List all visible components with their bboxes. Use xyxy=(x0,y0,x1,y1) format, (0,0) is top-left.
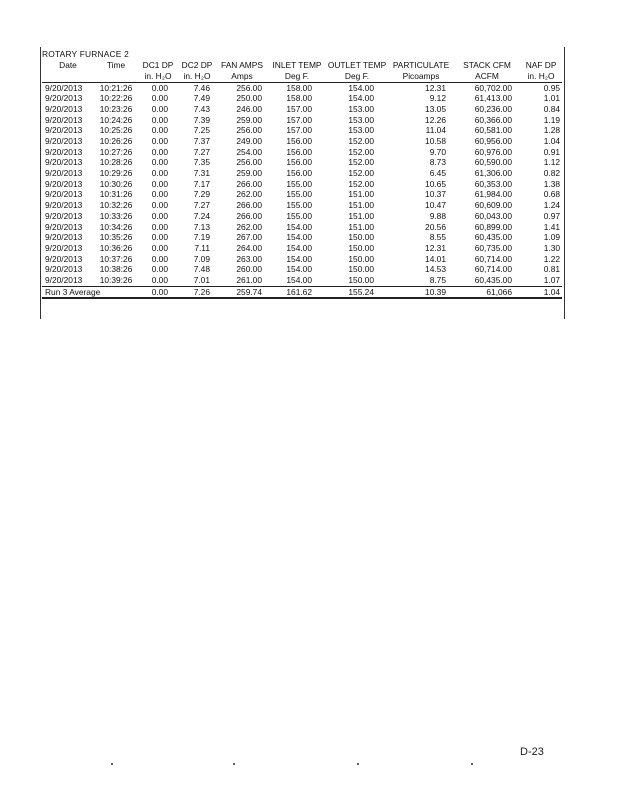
cell-dc1: 0.00 xyxy=(151,157,168,168)
cell-part: 11.04 xyxy=(425,125,446,136)
cell-date: 9/20/2013 xyxy=(45,242,83,253)
cell-time: 10:28:26 xyxy=(99,157,133,168)
cell-dc1: 0.00 xyxy=(151,264,168,275)
table-row xyxy=(42,200,562,211)
cell-time: 10:36:26 xyxy=(99,242,133,253)
table-row xyxy=(42,168,562,179)
table-row xyxy=(42,221,562,232)
cell-part: 9.70 xyxy=(429,146,446,157)
cell-naf: 1.30 xyxy=(543,242,561,253)
cell-outlet: 151.00 xyxy=(348,189,374,200)
cell-fan: 262.00 xyxy=(236,189,262,200)
cell-inlet: 156.00 xyxy=(286,168,312,179)
cell-dc2: 7.35 xyxy=(193,157,210,168)
cell-stack: 60,236.00 xyxy=(474,103,512,114)
cell-dc1: 0.00 xyxy=(151,200,168,211)
cell-fan: 263.00 xyxy=(236,253,262,264)
cell-part: 10.47 xyxy=(425,200,446,211)
cell-inlet: 158.00 xyxy=(286,93,312,104)
cell-time: 10:30:26 xyxy=(99,178,133,189)
cell-time: 10:26:26 xyxy=(99,136,133,147)
cell-fan: 267.00 xyxy=(236,232,262,243)
cell-inlet: 155.00 xyxy=(286,210,312,221)
cell-outlet: 153.00 xyxy=(348,103,374,114)
cell-outlet: 151.00 xyxy=(348,210,374,221)
cell-inlet: 157.00 xyxy=(286,125,312,136)
cell-stack: 60,976.00 xyxy=(474,146,512,157)
cell-stack: 61,413.00 xyxy=(474,93,512,104)
cell-part: 12.31 xyxy=(425,242,446,253)
cell-time: 10:27:26 xyxy=(99,146,133,157)
cell-stack: 60,581.00 xyxy=(474,125,512,136)
table-row xyxy=(42,157,562,168)
cell-date: 9/20/2013 xyxy=(45,93,83,104)
cell-stack: 61,984.00 xyxy=(474,189,512,200)
cell-stack: 60,435.00 xyxy=(474,274,512,285)
cell-time: 10:25:26 xyxy=(99,125,133,136)
rotary-furnace-data-table xyxy=(42,49,562,299)
cell-inlet: 155.00 xyxy=(286,178,312,189)
cell-stack: 60,366.00 xyxy=(474,114,512,125)
column-header-outlet: OUTLET TEMP xyxy=(327,59,387,70)
cell-naf: 1.09 xyxy=(543,232,561,243)
cell-naf: 1.28 xyxy=(543,125,561,136)
table-row xyxy=(42,82,562,93)
cell-date: 9/20/2013 xyxy=(45,168,83,179)
cell-dc2: 7.29 xyxy=(193,189,210,200)
cell-part: 14.01 xyxy=(425,253,446,264)
cell-dc2: 7.37 xyxy=(193,136,210,147)
cell-part: 10.37 xyxy=(425,189,446,200)
table-row xyxy=(42,275,562,286)
cell-dc1: 0.00 xyxy=(151,146,168,157)
cell-naf: 0.68 xyxy=(543,189,561,200)
cell-stack: 61,306.00 xyxy=(474,168,512,179)
cell-outlet: 152.00 xyxy=(348,146,374,157)
cell-dc1: 0.00 xyxy=(151,93,168,104)
cell-time: 10:32:26 xyxy=(99,200,133,211)
cell-inlet: 155.00 xyxy=(286,200,312,211)
cell-inlet: 154.00 xyxy=(286,242,312,253)
cell-date: 9/20/2013 xyxy=(45,253,83,264)
table-row xyxy=(42,189,562,200)
cell-inlet: 156.00 xyxy=(286,146,312,157)
cell-naf: 1.41 xyxy=(543,221,561,232)
average-part: 10.39 xyxy=(388,286,454,298)
cell-stack: 60,956.00 xyxy=(474,136,512,147)
cell-dc1: 0.00 xyxy=(151,114,168,125)
cell-date: 9/20/2013 xyxy=(45,103,83,114)
section-title: ROTARY FURNACE 2 xyxy=(42,49,129,59)
cell-dc1: 0.00 xyxy=(151,125,168,136)
column-header-date: Date xyxy=(59,59,77,70)
cell-outlet: 153.00 xyxy=(348,114,374,125)
cell-stack: 60,735.00 xyxy=(474,242,512,253)
cell-dc2: 7.27 xyxy=(193,146,210,157)
cell-part: 6.45 xyxy=(429,168,446,179)
cell-dc1: 0.00 xyxy=(151,178,168,189)
table-row xyxy=(42,104,562,115)
cell-fan: 266.00 xyxy=(236,200,262,211)
column-header-naf: NAF DP xyxy=(525,59,557,70)
cell-stack: 60,043.00 xyxy=(474,210,512,221)
cell-fan: 256.00 xyxy=(236,125,262,136)
scan-speck xyxy=(233,763,235,765)
cell-part: 8.73 xyxy=(429,157,446,168)
cell-fan: 264.00 xyxy=(236,242,262,253)
cell-naf: 0.82 xyxy=(543,168,561,179)
cell-dc2: 7.24 xyxy=(193,210,210,221)
cell-part: 10.65 xyxy=(425,178,446,189)
cell-part: 14.53 xyxy=(425,264,446,275)
cell-inlet: 154.00 xyxy=(286,264,312,275)
cell-naf: 1.07 xyxy=(543,274,561,285)
table-row xyxy=(42,115,562,126)
cell-naf: 0.81 xyxy=(543,264,561,275)
cell-time: 10:22:26 xyxy=(99,93,133,104)
cell-naf: 1.38 xyxy=(543,178,561,189)
table-row xyxy=(42,147,562,158)
cell-dc2: 7.48 xyxy=(193,264,210,275)
column-unit-time xyxy=(94,71,138,83)
cell-dc2: 7.25 xyxy=(193,125,210,136)
cell-time: 10:37:26 xyxy=(99,253,133,264)
cell-naf: 1.24 xyxy=(543,200,561,211)
cell-naf: 0.91 xyxy=(543,146,561,157)
cell-dc1: 0.00 xyxy=(151,221,168,232)
cell-date: 9/20/2013 xyxy=(45,146,83,157)
cell-fan: 246.00 xyxy=(236,103,262,114)
cell-outlet: 150.00 xyxy=(348,264,374,275)
cell-naf: 1.12 xyxy=(543,157,561,168)
cell-part: 10.58 xyxy=(425,136,446,147)
scan-speck xyxy=(357,763,359,765)
cell-outlet: 154.00 xyxy=(348,93,374,104)
cell-outlet: 152.00 xyxy=(348,136,374,147)
table-row xyxy=(42,179,562,190)
average-dc1: 0.00 xyxy=(138,286,178,298)
column-header-stack: STACK CFM xyxy=(463,59,511,70)
cell-outlet: 150.00 xyxy=(348,253,374,264)
cell-naf: 1.19 xyxy=(543,114,561,125)
column-header-row xyxy=(42,60,562,71)
cell-stack: 60,590.00 xyxy=(474,157,512,168)
cell-date: 9/20/2013 xyxy=(45,82,83,93)
cell-dc2: 7.01 xyxy=(193,274,210,285)
scan-speck xyxy=(111,763,113,765)
cell-outlet: 151.00 xyxy=(348,200,374,211)
table-row xyxy=(42,93,562,104)
cell-dc1: 0.00 xyxy=(151,274,168,285)
table-row xyxy=(42,243,562,254)
cell-naf: 0.95 xyxy=(543,82,561,93)
cell-fan: 262.00 xyxy=(236,221,262,232)
cell-outlet: 151.00 xyxy=(348,221,374,232)
table-row xyxy=(42,264,562,275)
scan-speck xyxy=(471,763,473,765)
column-header-dc2: DC2 DP xyxy=(181,59,213,70)
cell-inlet: 154.00 xyxy=(286,221,312,232)
cell-stack: 60,435.00 xyxy=(474,232,512,243)
cell-dc2: 7.27 xyxy=(193,200,210,211)
cell-outlet: 150.00 xyxy=(348,232,374,243)
cell-fan: 249.00 xyxy=(236,136,262,147)
cell-dc2: 7.09 xyxy=(193,253,210,264)
cell-stack: 60,714.00 xyxy=(474,253,512,264)
cell-dc2: 7.39 xyxy=(193,114,210,125)
data-rows xyxy=(42,82,562,286)
cell-part: 12.26 xyxy=(425,114,446,125)
cell-dc1: 0.00 xyxy=(151,232,168,243)
column-header-part: PARTICULATE xyxy=(392,59,450,70)
cell-date: 9/20/2013 xyxy=(45,210,83,221)
cell-time: 10:31:26 xyxy=(99,189,133,200)
column-unit-outlet: Deg F. xyxy=(326,71,388,83)
cell-time: 10:23:26 xyxy=(99,103,133,114)
cell-inlet: 157.00 xyxy=(286,114,312,125)
cell-fan: 256.00 xyxy=(236,157,262,168)
cell-date: 9/20/2013 xyxy=(45,189,83,200)
cell-fan: 261.00 xyxy=(236,274,262,285)
cell-part: 12.31 xyxy=(425,82,446,93)
cell-fan: 259.00 xyxy=(236,168,262,179)
average-fan: 259.74 xyxy=(216,286,268,298)
cell-date: 9/20/2013 xyxy=(45,136,83,147)
cell-fan: 260.00 xyxy=(236,264,262,275)
cell-dc1: 0.00 xyxy=(151,210,168,221)
column-unit-date xyxy=(42,71,94,83)
cell-date: 9/20/2013 xyxy=(45,157,83,168)
cell-stack: 60,353.00 xyxy=(474,178,512,189)
cell-fan: 259.00 xyxy=(236,114,262,125)
cell-time: 10:38:26 xyxy=(99,264,133,275)
column-unit-naf: in. H₂O xyxy=(520,71,562,83)
column-header-dc1: DC1 DP xyxy=(142,59,174,70)
cell-stack: 60,609.00 xyxy=(474,200,512,211)
cell-inlet: 154.00 xyxy=(286,274,312,285)
table-row xyxy=(42,125,562,136)
cell-dc1: 0.00 xyxy=(151,189,168,200)
cell-date: 9/20/2013 xyxy=(45,221,83,232)
cell-dc1: 0.00 xyxy=(151,103,168,114)
cell-outlet: 152.00 xyxy=(348,168,374,179)
average-label: Run 3 Average xyxy=(42,286,138,298)
cell-fan: 266.00 xyxy=(236,178,262,189)
cell-outlet: 150.00 xyxy=(348,274,374,285)
cell-date: 9/20/2013 xyxy=(45,232,83,243)
cell-part: 13.05 xyxy=(425,103,446,114)
cell-outlet: 154.00 xyxy=(348,82,374,93)
column-header-inlet: INLET TEMP xyxy=(272,59,322,70)
cell-dc1: 0.00 xyxy=(151,253,168,264)
column-header-time: Time xyxy=(106,59,126,70)
cell-dc1: 0.00 xyxy=(151,242,168,253)
cell-inlet: 157.00 xyxy=(286,103,312,114)
cell-stack: 60,702.00 xyxy=(474,82,512,93)
cell-stack: 60,714.00 xyxy=(474,264,512,275)
average-naf: 1.04 xyxy=(520,286,562,298)
column-header-fan: FAN AMPS xyxy=(221,59,263,70)
column-unit-stack: ACFM xyxy=(454,71,520,83)
cell-fan: 266.00 xyxy=(236,210,262,221)
cell-inlet: 158.00 xyxy=(286,82,312,93)
average-dc2: 7.26 xyxy=(178,286,216,298)
table-row xyxy=(42,136,562,147)
table-row xyxy=(42,211,562,222)
average-stack: 61,066 xyxy=(454,286,520,298)
cell-inlet: 156.00 xyxy=(286,136,312,147)
cell-naf: 1.22 xyxy=(543,253,561,264)
cell-fan: 254.00 xyxy=(236,146,262,157)
column-unit-fan: Amps xyxy=(216,71,268,83)
cell-time: 10:29:26 xyxy=(99,168,133,179)
column-unit-part: Picoamps xyxy=(388,71,454,83)
cell-inlet: 156.00 xyxy=(286,157,312,168)
cell-outlet: 153.00 xyxy=(348,125,374,136)
cell-dc2: 7.19 xyxy=(193,232,210,243)
column-unit-inlet: Deg F. xyxy=(268,71,326,83)
cell-outlet: 150.00 xyxy=(348,242,374,253)
cell-dc1: 0.00 xyxy=(151,168,168,179)
cell-time: 10:34:26 xyxy=(99,221,133,232)
cell-dc2: 7.43 xyxy=(193,103,210,114)
cell-date: 9/20/2013 xyxy=(45,125,83,136)
cell-date: 9/20/2013 xyxy=(45,200,83,211)
cell-part: 8.55 xyxy=(429,232,446,243)
cell-naf: 0.97 xyxy=(543,210,561,221)
cell-dc1: 0.00 xyxy=(151,136,168,147)
cell-time: 10:35:26 xyxy=(99,232,133,243)
cell-dc2: 7.49 xyxy=(193,93,210,104)
cell-inlet: 155.00 xyxy=(286,189,312,200)
cell-inlet: 154.00 xyxy=(286,232,312,243)
cell-date: 9/20/2013 xyxy=(45,178,83,189)
cell-naf: 1.01 xyxy=(543,93,561,104)
page-number: D-23 xyxy=(520,746,544,758)
cell-part: 9.12 xyxy=(429,93,446,104)
cell-fan: 256.00 xyxy=(236,82,262,93)
cell-outlet: 152.00 xyxy=(348,178,374,189)
cell-part: 8.75 xyxy=(429,274,446,285)
cell-dc2: 7.17 xyxy=(193,178,210,189)
cell-outlet: 152.00 xyxy=(348,157,374,168)
cell-stack: 60,899.00 xyxy=(474,221,512,232)
cell-time: 10:39:26 xyxy=(99,274,133,285)
cell-date: 9/20/2013 xyxy=(45,264,83,275)
cell-inlet: 154.00 xyxy=(286,253,312,264)
average-outlet: 155.24 xyxy=(326,286,388,298)
cell-date: 9/20/2013 xyxy=(45,274,83,285)
cell-time: 10:24:26 xyxy=(99,114,133,125)
cell-part: 20.56 xyxy=(425,221,446,232)
column-unit-row xyxy=(42,71,562,83)
column-unit-dc1: in. H₂O xyxy=(138,71,178,83)
cell-naf: 0.84 xyxy=(543,103,561,114)
cell-naf: 1.04 xyxy=(543,136,561,147)
table-row xyxy=(42,254,562,265)
cell-dc2: 7.11 xyxy=(194,242,210,253)
column-unit-dc2: in. H₂O xyxy=(178,71,216,83)
cell-date: 9/20/2013 xyxy=(45,114,83,125)
rotary-furnace-table-container xyxy=(42,49,562,299)
cell-dc2: 7.46 xyxy=(193,82,210,93)
cell-time: 10:33:26 xyxy=(99,210,133,221)
cell-dc1: 0.00 xyxy=(151,82,168,93)
table-row xyxy=(42,232,562,243)
average-row xyxy=(42,286,562,298)
cell-time: 10:21:26 xyxy=(99,82,133,93)
average-inlet: 161.62 xyxy=(268,286,326,298)
cell-dc2: 7.31 xyxy=(193,168,210,179)
cell-fan: 250.00 xyxy=(236,93,262,104)
cell-part: 9.88 xyxy=(429,210,446,221)
cell-dc2: 7.13 xyxy=(193,221,210,232)
